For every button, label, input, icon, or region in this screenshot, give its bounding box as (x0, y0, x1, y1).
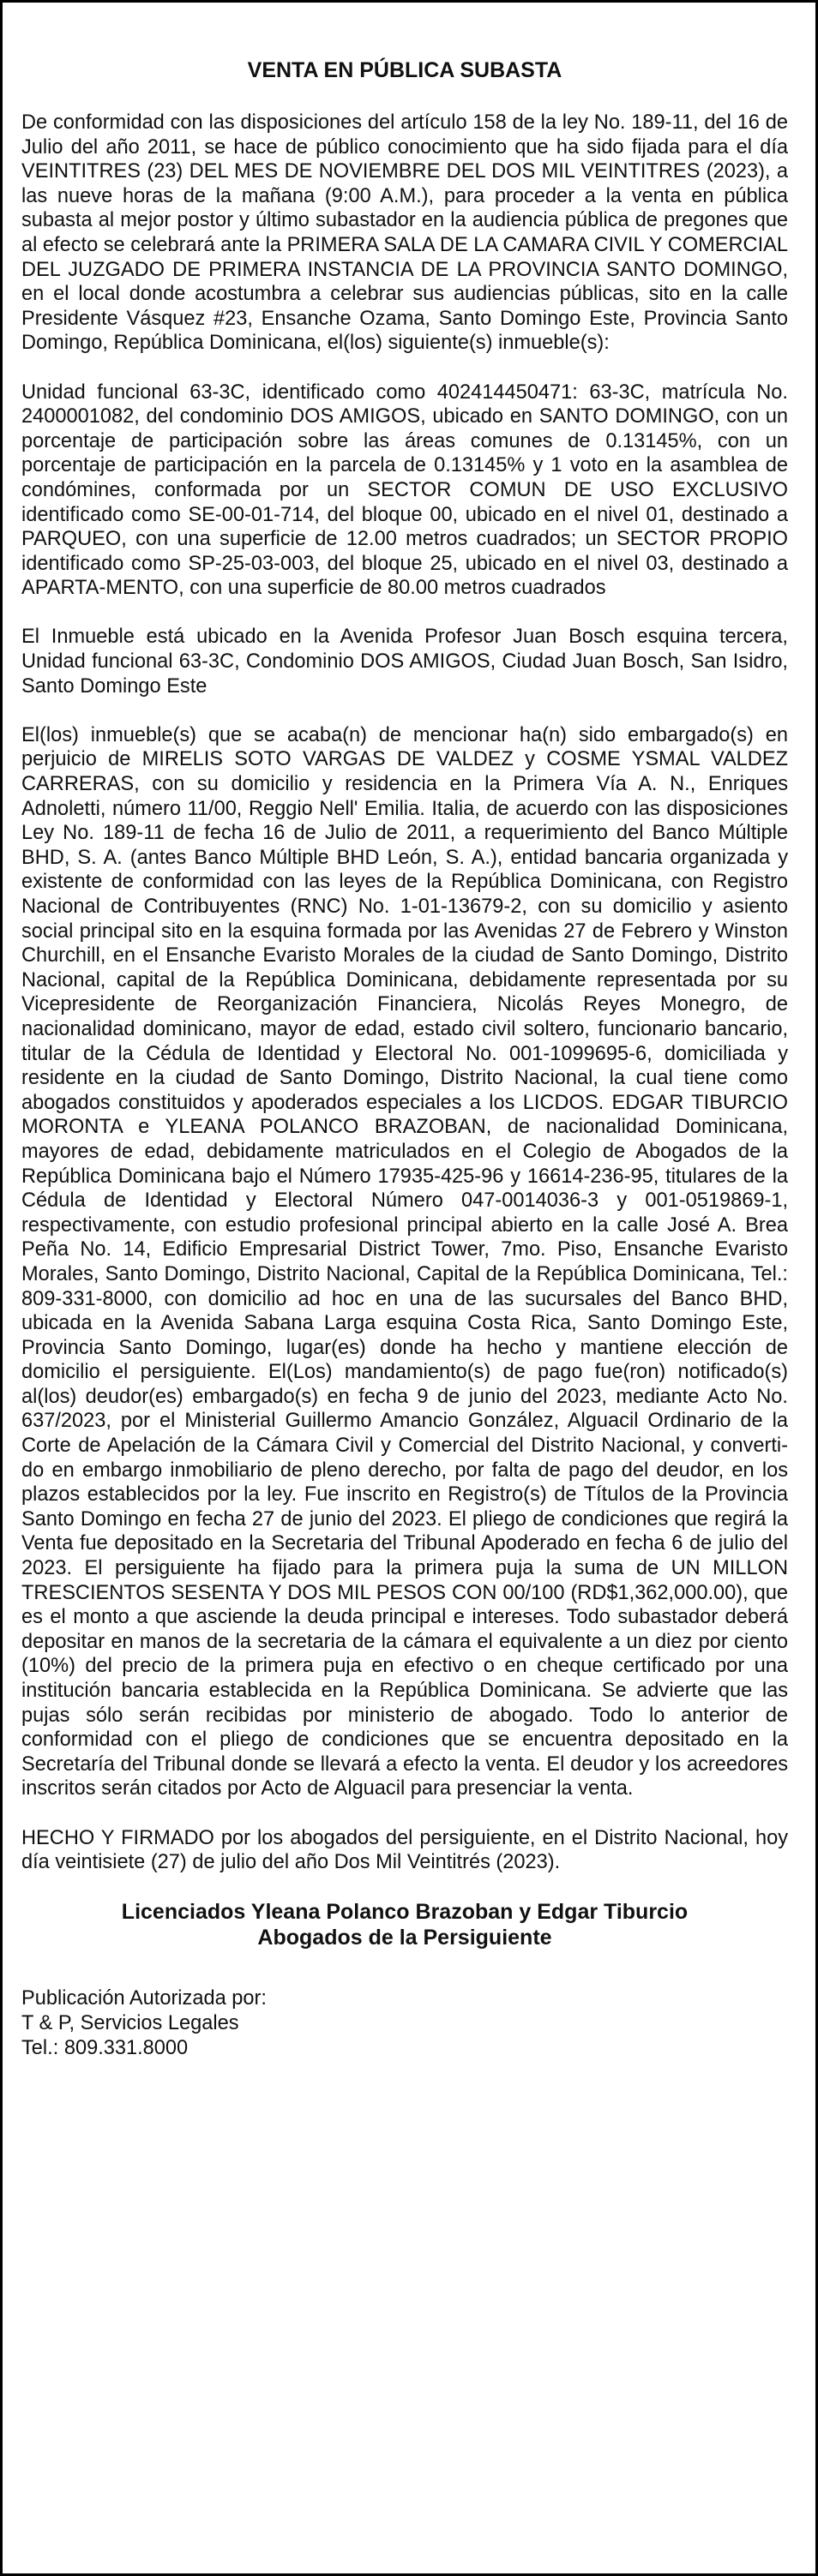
lawyers-signature-block (21, 1899, 788, 1950)
notice-paragraph-seizure-details: El(los) inmueble(s) que se acaba(n) de mencionar ha(n) sido embargado(s) en perjuicio de MIRELIS SOTO VARGAS DE VALDEZ y COSME YSMAL VALDEZ CARRERAS, con su domicilio y residencia en la Primera Vía A. N., Enriques Adnoletti, número 11/00, Reggio Nell' Emilia. Italia, de acuerdo con las disposiciones Ley No. 189-11 de fecha 16 de Julio de 2011, a requerimiento del Banco Múltiple BHD, S. A. (antes Banco Múltiple BHD León, S. A.), entidad bancaria organizada y existente de conformidad con las leyes de la República Dominicana, con Registro Nacional de Contribuyentes (RNC) No. 1-01-13679-2, con su domicilio y asiento social principal sito en la esquina formada por las Avenidas 27 de Febrero y Winston Churchill, en el Ensanche Evaristo Morales de la ciudad de Santo Domingo, Distrito Nacional, capital de la República Dominicana, debidamente representada por su Vicepresidente de Reorganización Financiera, Nicolás Reyes Monegro, de nacionalidad dominicano, mayor de edad, estado civil soltero, funcionario bancario, titular de la Cédula de Identidad y Electoral No. 001-1099695-6, domiciliada y residente en la ciudad de Santo Domingo, Distrito Nacional, la cual tiene como abogados constituidos y apoderados especiales a los LICDOS. EDGAR TIBURCIO MORONTA e YLEANA POLANCO BRAZOBAN, de nacionalidad Dominicana, mayores de edad, debidamente matriculados en el Colegio de Abogados de la República Dominicana bajo el Número 17935-425-96 y 16614-236-95, titulares de la Cédula de Identidad y Electoral Número 047-0014036-3 y 001-0519869-1, respectivamente, con estudio profesional principal abierto en la calle José A. Brea Peña No. 14, Edificio Empresarial District Tower, 7mo. Piso, Ensanche Evaristo Morales, Santo Domingo, Distrito Nacional, Capital de la República Dominicana, Tel.: 809-331-8000, con domicilio ad hoc en una de las sucursales del Banco BHD, ubicada en la Avenida Sabana Larga esquina Costa Rica, Santo Domingo Este, Provincia Santo Domingo, lugar(es) donde ha hecho y mantiene elección de domicilio el persiguiente. El(Los) mandamiento(s) de pago fue(ron) notificado(s) al(los) deudor(es) embargado(s) en fecha 9 de junio del 2023, mediante Acto No. 637/2023, por el Ministerial Guillermo Amancio González, Alguacil Ordinario de la Corte de Apelación de la Cámara Civil y Comercial del Distrito Nacional, y converti-do en embargo inmobiliario de pleno derecho, por falta de pago del deudor, en los plazos establecidos por la ley. Fue inscrito en Registro(s) de Títulos de la Provincia Santo Domingo en fecha 27 de junio del 2023. El pliego de condiciones que regirá la Venta fue depositado en la Secretaria del Tribunal Apoderado en fecha 6 de julio del 2023. El persiguiente ha fijado para la primera puja la suma de UN MILLON TRESCIENTOS SESENTA Y DOS MIL PESOS CON 00/100 (RD$1,362,000.00), que es el monto a que asciende la deuda principal e intereses. Todo subastador deberá depositar en manos de la secretaria de la cámara el equivalente a un diez por ciento (10%) del precio de la primera puja en efectivo o en cheque certificado por una institución bancaria establecida en la República Dominicana. Se advierte que las pujas sólo serán recibidas por ministerio de abogado. Todo lo anterior de conformidad con el pliego de condiciones que se encuentra depositado en la Secretaría del Tribunal donde se llevará a efecto la venta. El deudor y los acreedores inscritos serán citados por Acto de Alguacil para presenciar la venta. (21, 723, 788, 1800)
lawyers-role: Abogados de la Persiguiente (257, 1926, 552, 1950)
publication-phone: Tel.: 809.331.8000 (21, 2036, 189, 2059)
notice-paragraph-signed: HECHO Y FIRMADO por los abogados del persiguiente, en el Distrito Nacional, hoy día veintisiete (27) de julio del año Dos Mil Veintitrés (2023). (21, 1826, 788, 1874)
publication-credit (21, 1986, 788, 2060)
lawyers-names: Licenciados Yleana Polanco Brazoban y Edgar Tiburcio (121, 1900, 689, 1925)
notice-paragraph-property-location: El Inmueble está ubicado en la Avenida Profesor Juan Bosch esquina tercera, Unidad funcional 63-3C, Condominio DOS AMIGOS, Ciudad Juan Bosch, San Isidro, Santo Domingo Este (21, 626, 788, 698)
publication-authorized-label: Publicación Autorizada por: (21, 1987, 267, 2010)
notice-paragraph-property-description: Unidad funcional 63-3C, identificado como 402414450471: 63-3C, matrícula No. 2400001082, del condominio DOS AMIGOS, ubicado en SANTO DOMINGO, con un porcentaje de participación sobre las áreas comunes de 0.13145%, con un porcentaje de participación en la parcela de 0.13145% y 1 voto en la asamblea de condómines, conformada por un SECTOR COMUN DE USO EXCLUSIVO identificado como SE-00-01-714, del bloque 00, ubicado en el nivel 01, destinado a PARQUEO, con una superficie de 12.00 metros cuadrados; un SECTOR PROPIO identificado como SP-25-03-003, del bloque 25, ubicado en el nivel 03, destinado a APARTA-MENTO, con una superficie de 80.00 metros cuadrados (21, 380, 788, 600)
publication-company: T & P, Servicios Legales (21, 2011, 239, 2034)
notice-paragraph-announcement: De conformidad con las disposiciones del artículo 158 de la ley No. 189-11, del 16 de Julio del año 2011, se hace de público conocimiento que ha sido fijada para el día VEINTITRES (23) DEL MES DE NOVIEMBRE DEL DOS MIL VEINTITRES (2023), a las nueve horas de la mañana (9:00 A.M.), para proceder a la venta en pública subasta al mejor postor y último subastador en la audiencia pública de pregones que al efecto se celebrará ante la PRIMERA SALA DE LA CAMARA CIVIL Y COMERCIAL DEL JUZGADO DE PRIMERA INSTANCIA DE LA PROVINCIA SANTO DOMINGO, en el local donde acostumbra a celebrar sus audiencias públicas, sito en la calle Presidente Vásquez #23, Ensanche Ozama, Santo Domingo Este, Provincia Santo Domingo, República Dominicana, el(los) siguiente(s) inmueble(s): (21, 111, 788, 355)
notice-title: VENTA EN PÚBLICA SUBASTA (247, 58, 562, 82)
